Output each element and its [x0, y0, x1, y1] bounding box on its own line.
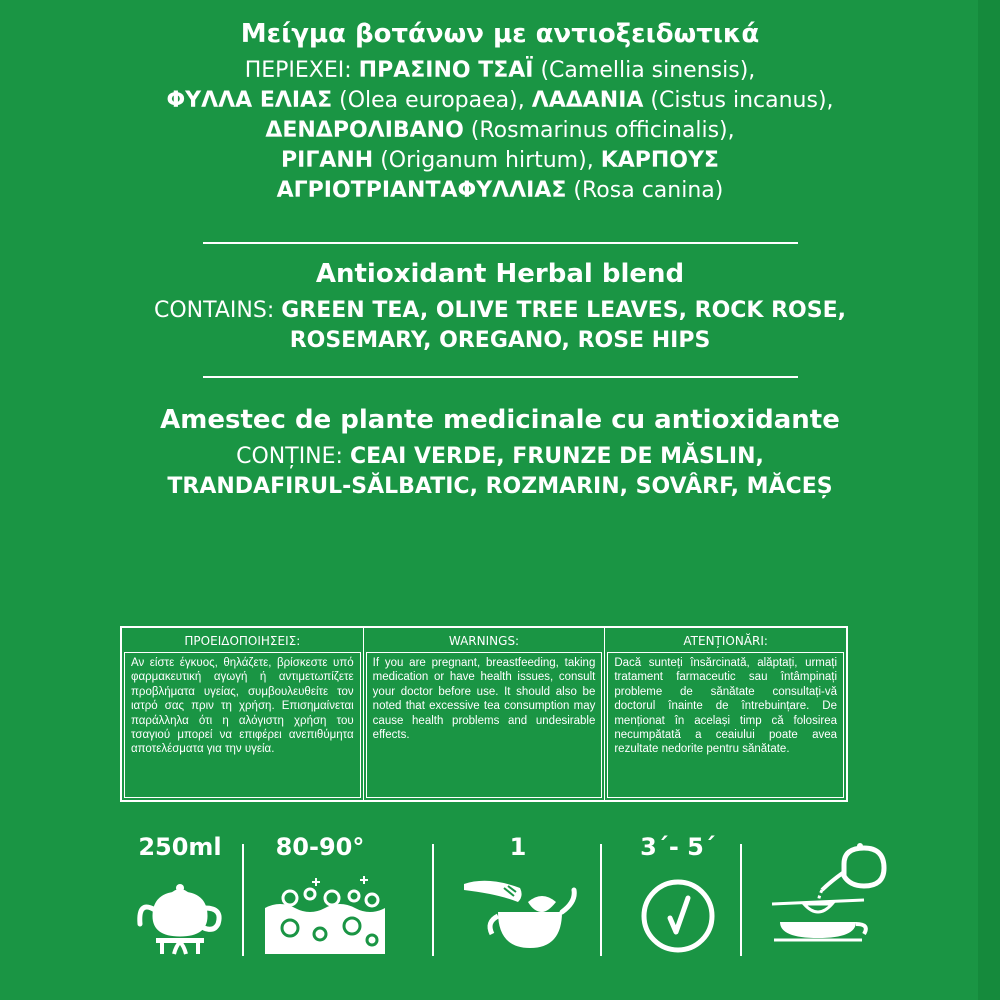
- ingredient: ΡΙΓΑΝΗ: [281, 148, 374, 173]
- greek-section: [0, 18, 1000, 206]
- ingredient: GREEN TEA, OLIVE TREE LEAVES, ROCK ROSE,: [281, 298, 846, 323]
- brew-step-label: 3´- 5´: [640, 833, 716, 861]
- romanian-contains-label: CONȚINE:: [236, 444, 350, 469]
- clock-icon: [636, 872, 720, 956]
- english-contains-label: CONTAINS:: [154, 298, 282, 323]
- brew-step-label: 80-90°: [275, 833, 365, 861]
- warnings-header: ATENȚIONĂRI:: [607, 630, 844, 653]
- spoon-kettle-icon: [458, 872, 578, 956]
- romanian-section: [0, 404, 1000, 502]
- english-title: Antioxidant Herbal blend: [315, 259, 685, 289]
- latin-name: (Cistus incanus),: [643, 88, 834, 113]
- warnings-column-greek: [122, 628, 363, 800]
- romanian-title: Amestec de plante medicinale cu antioxidante: [160, 405, 840, 435]
- ingredient: ΠΡΑΣΙΝΟ ΤΣΑΪ: [358, 58, 534, 83]
- english-ingredients: [0, 296, 1000, 356]
- warnings-column-english: [363, 628, 605, 800]
- warnings-column-romanian: [604, 628, 846, 800]
- ingredient: ΦΥΛΛΑ ΕΛΙΑΣ: [166, 88, 333, 113]
- latin-name: (Camellia sinensis),: [533, 58, 756, 83]
- romanian-ingredients: [0, 442, 1000, 502]
- ingredient: ΑΓΡΙΟΤΡΙΑΝΤΑΦΥΛΛΙΑΣ: [276, 178, 567, 203]
- boiling-water-icon: [260, 872, 390, 956]
- divider: [203, 242, 798, 244]
- divider: [432, 844, 434, 956]
- divider: [600, 844, 602, 956]
- warnings-header: ΠΡΟΕΙΔΟΠΟΙΗΣΕΙΣ:: [124, 630, 361, 653]
- greek-ingredients: [0, 56, 1000, 206]
- pour-tea-cup-icon: [760, 842, 890, 942]
- warnings-text: If you are pregnant, breastfeeding, taking medication or have health issues, consult your doctor before use. It should also be noted that excessive tea consumption may cause health problems and undesirable effects.: [366, 653, 603, 798]
- brew-step-label: 250ml: [138, 833, 222, 861]
- ingredient: ΔΕΝΔΡΟΛΙΒΑΝΟ: [265, 118, 464, 143]
- brew-step-volume: [120, 832, 240, 956]
- ingredient: TRANDAFIRUL-SĂLBATIC, ROZMARIN, SOVÂRF, MĂCEȘ: [167, 474, 833, 499]
- ingredient: ΚΑΡΠΟΥΣ: [600, 148, 719, 173]
- latin-name: (Rosa canina): [566, 178, 724, 203]
- warnings-text: Dacă sunteți însărcinată, alăptați, urmați tratament farmaceutic sau întâmpinați probleme de sănătate consultați-vă doctorul înainte de întrebuințare. De menționat în același timp că folosirea necumpătată a ceaiului poate avea rezultate nedorite pentru sănătate.: [607, 653, 844, 798]
- brew-step-time: [618, 832, 738, 956]
- divider: [242, 844, 244, 956]
- latin-name: (Olea europaea),: [332, 88, 532, 113]
- latin-name: (Origanum hirtum),: [373, 148, 601, 173]
- divider: [203, 376, 798, 378]
- brew-step-label: 1: [509, 833, 527, 861]
- divider: [740, 844, 742, 956]
- brew-step-quantity: [458, 832, 578, 956]
- teapot-icon: [130, 872, 230, 956]
- ingredient: ΛΑΔΑΝΙΑ: [531, 88, 644, 113]
- greek-title: Μείγμα βοτάνων με αντιοξειδωτικά: [240, 19, 760, 49]
- brew-step-temperature: [260, 832, 380, 956]
- brew-step-serve: [760, 832, 880, 942]
- greek-contains-label: ΠΕΡΙΕΧΕΙ:: [244, 58, 359, 83]
- latin-name: (Rosmarinus officinalis),: [463, 118, 735, 143]
- english-section: [0, 258, 1000, 356]
- warnings-text: Αν είστε έγκυος, θηλάζετε, βρίσκεστε υπό φαρμακευτική αγωγή ή αντιμετωπίζετε προβλήματα υγείας, συμβουλευθείτε τον ιατρό σας πριν τη χρήση. Επισημαίνεται παράλληλα ότι η αλόγιστη χρήση του τσαγιού μπορεί να επιφέρει ανεπιθύμητα αποτελέσματα για την υγεία.: [124, 653, 361, 798]
- warnings-table: [120, 626, 848, 802]
- ingredient: ROSEMARY, OREGANO, ROSE HIPS: [289, 328, 711, 353]
- brewing-instructions: [120, 832, 910, 962]
- ingredient: CEAI VERDE, FRUNZE DE MĂSLIN,: [349, 444, 764, 469]
- warnings-header: WARNINGS:: [366, 630, 603, 653]
